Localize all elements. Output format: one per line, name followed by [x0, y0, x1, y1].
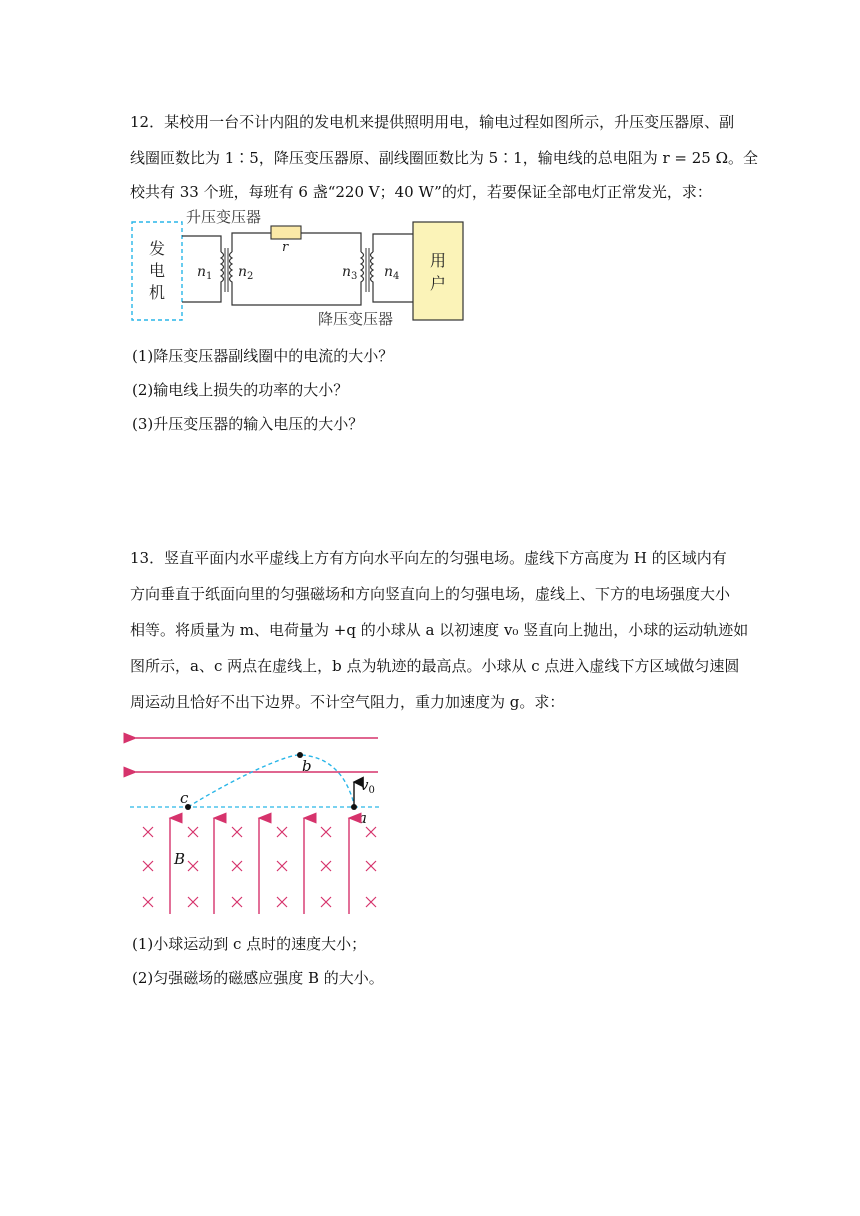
resistor-label: r — [282, 240, 289, 255]
coil-n4 — [371, 252, 374, 286]
q13-line-1: 13．竖直平面内水平虚线上方有方向水平向左的匀强电场。虚线下方高度为 H 的区域内有 — [130, 549, 727, 567]
q12-sub-2: (2)输电线上损失的功率的大小？ — [132, 381, 349, 399]
step-up-label: 升压变压器 — [186, 208, 262, 226]
n2-label: $n_2$ — [238, 264, 254, 282]
label-a: a — [358, 809, 367, 827]
user-label-1: 用 — [429, 251, 447, 270]
generator-label-2: 电 — [148, 261, 166, 280]
coil-n1 — [221, 252, 224, 286]
label-v0: $v_0$ — [360, 776, 375, 796]
user-box — [413, 222, 463, 320]
step-down-label: 降压变压器 — [318, 310, 394, 328]
q12-line-3: 校共有 33 个班，每班有 6 盏“220 V；40 W”的灯，若要保证全部电灯正常发光，求： — [130, 183, 712, 201]
n4-label: $n_4$ — [384, 264, 400, 282]
user-label-2: 户 — [429, 274, 447, 293]
q13-line-5: 周运动且恰好不出下边界。不计空气阻力，重力加速度为 g。求： — [130, 693, 565, 711]
q13-line-3: 相等。将质量为 m、电荷量为 +q 的小球从 a 以初速度 v₀ 竖直向上抛出，小球的运动轨迹如 — [130, 621, 749, 639]
label-b: b — [302, 757, 312, 775]
q13-line-2: 方向垂直于纸面向里的匀强磁场和方向竖直向上的匀强电场，虚线上、下方的电场强度大小 — [130, 585, 731, 603]
q12-sub-1: (1)降压变压器副线圈中的电流的大小？ — [132, 347, 394, 365]
q12-sub-3: (3)升压变压器的输入电压的大小？ — [132, 415, 364, 433]
label-c: c — [180, 789, 189, 807]
generator-label-1: 发 — [148, 239, 166, 258]
label-B: B — [174, 850, 186, 868]
generator-label-3: 机 — [148, 283, 166, 302]
q13-sub-2: (2)匀强磁场的磁感应强度 B 的大小。 — [132, 969, 384, 987]
ball-trajectory — [188, 755, 354, 807]
n1-label: $n_1$ — [197, 264, 213, 282]
resistor-r — [271, 226, 301, 239]
q13-line-4: 图所示，a、c 两点在虚线上，b 点为轨迹的最高点。小球从 c 点进入虚线下方区域做匀速圆 — [130, 657, 740, 675]
coil-n2 — [230, 252, 233, 286]
q13-field-diagram — [128, 726, 384, 922]
q13-sub-1: (1)小球运动到 c 点时的速度大小； — [132, 935, 367, 953]
user-label-source: 用户 — [438, 176, 440, 177]
n3-label: $n_3$ — [342, 264, 358, 282]
q12-line-1: 12．某校用一台不计内阻的发电机来提供照明用电，输电过程如图所示，升压变压器原、副 — [130, 113, 735, 131]
q12-line-2: 线圈匝数比为 1∶5，降压变压器原、副线圈匝数比为 5∶1，输电线的总电阻为 r = 25 Ω。全 — [130, 149, 759, 167]
generator-label-source: 发电机 — [157, 176, 160, 177]
coil-n3 — [361, 252, 364, 286]
